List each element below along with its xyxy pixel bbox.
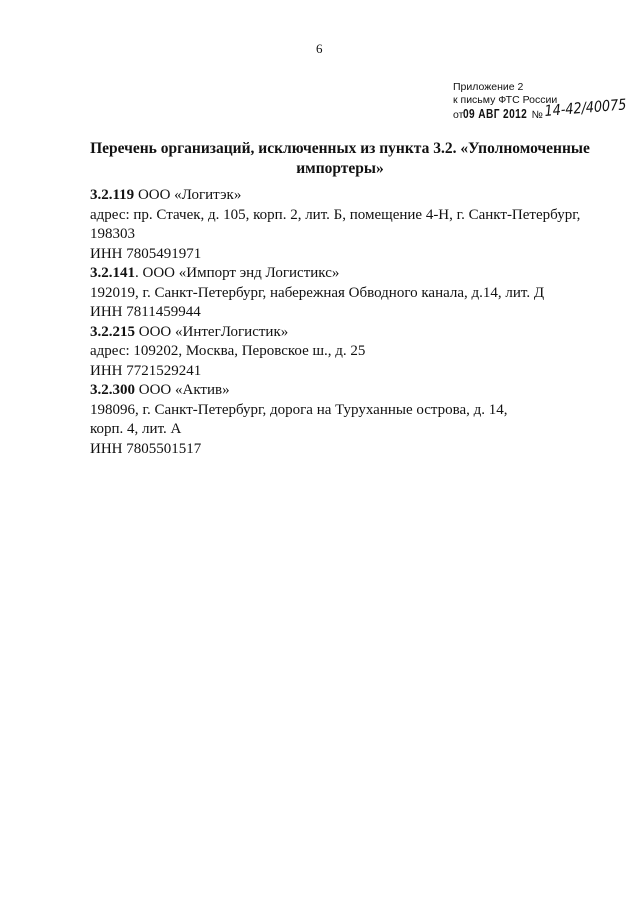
page-number: 6 — [316, 41, 323, 56]
entry-heading — [90, 381, 590, 401]
appendix-letter-ref: к письму ФТС России — [453, 94, 558, 106]
appendix-header — [453, 81, 640, 122]
entry-inn: ИНН 7721529241 — [90, 362, 202, 379]
entry-name: ООО «Актив» — [135, 382, 230, 398]
organization-entry — [90, 381, 590, 459]
entry-code: 3.2.300 — [90, 382, 135, 398]
entry-heading — [90, 264, 590, 284]
entry-name: . ООО «Импорт энд Логистикс» — [135, 265, 340, 281]
organization-entry — [90, 264, 590, 323]
organization-entry — [90, 186, 590, 264]
entry-name: ООО «ИнтегЛогистик» — [135, 323, 289, 340]
entry-address: 198096, г. Санкт-Петербург, дорога на Туруханные острова, д. 14, — [90, 401, 508, 418]
appendix-stamped-date: 09 АВГ 2012 — [463, 106, 528, 121]
document-title: Перечень организаций, исключенных из пункта 3.2. «Уполномоченные импортеры» — [90, 140, 590, 177]
entry-name: ООО «Логитэк» — [134, 187, 242, 203]
entry-code: 3.2.119 — [90, 187, 135, 203]
entry-address: адрес: пр. Стачек, д. 105, корп. 2, лит. Б, помещение 4-Н, г. Санкт-Петербург, — [90, 206, 581, 223]
entry-heading — [90, 323, 590, 343]
entry-address: адрес: 109202, Москва, Перовское ш., д. 25 — [90, 343, 366, 359]
appendix-number-sign: № — [531, 109, 543, 121]
entry-inn: ИНН 7811459944 — [90, 304, 201, 320]
entry-code: 3.2.215 — [90, 323, 135, 340]
appendix-handwritten-number: 14-42/40075 — [543, 95, 627, 120]
entry-inn: ИНН 7805491971 — [90, 245, 202, 262]
organization-list — [90, 186, 590, 459]
organization-entry — [90, 323, 590, 382]
entry-address-cont: корп. 4, лит. А — [90, 421, 182, 437]
entry-heading — [90, 186, 590, 206]
appendix-date-prefix: от — [453, 109, 464, 121]
entry-inn: ИНН 7805501517 — [90, 440, 202, 457]
appendix-label: Приложение 2 — [453, 81, 524, 93]
entry-address: 192019, г. Санкт-Петербург, набережная Обводного канала, д.14, лит. Д — [90, 284, 545, 301]
entry-address-cont: 198303 — [90, 226, 135, 242]
entry-code: 3.2.141 — [90, 265, 135, 281]
